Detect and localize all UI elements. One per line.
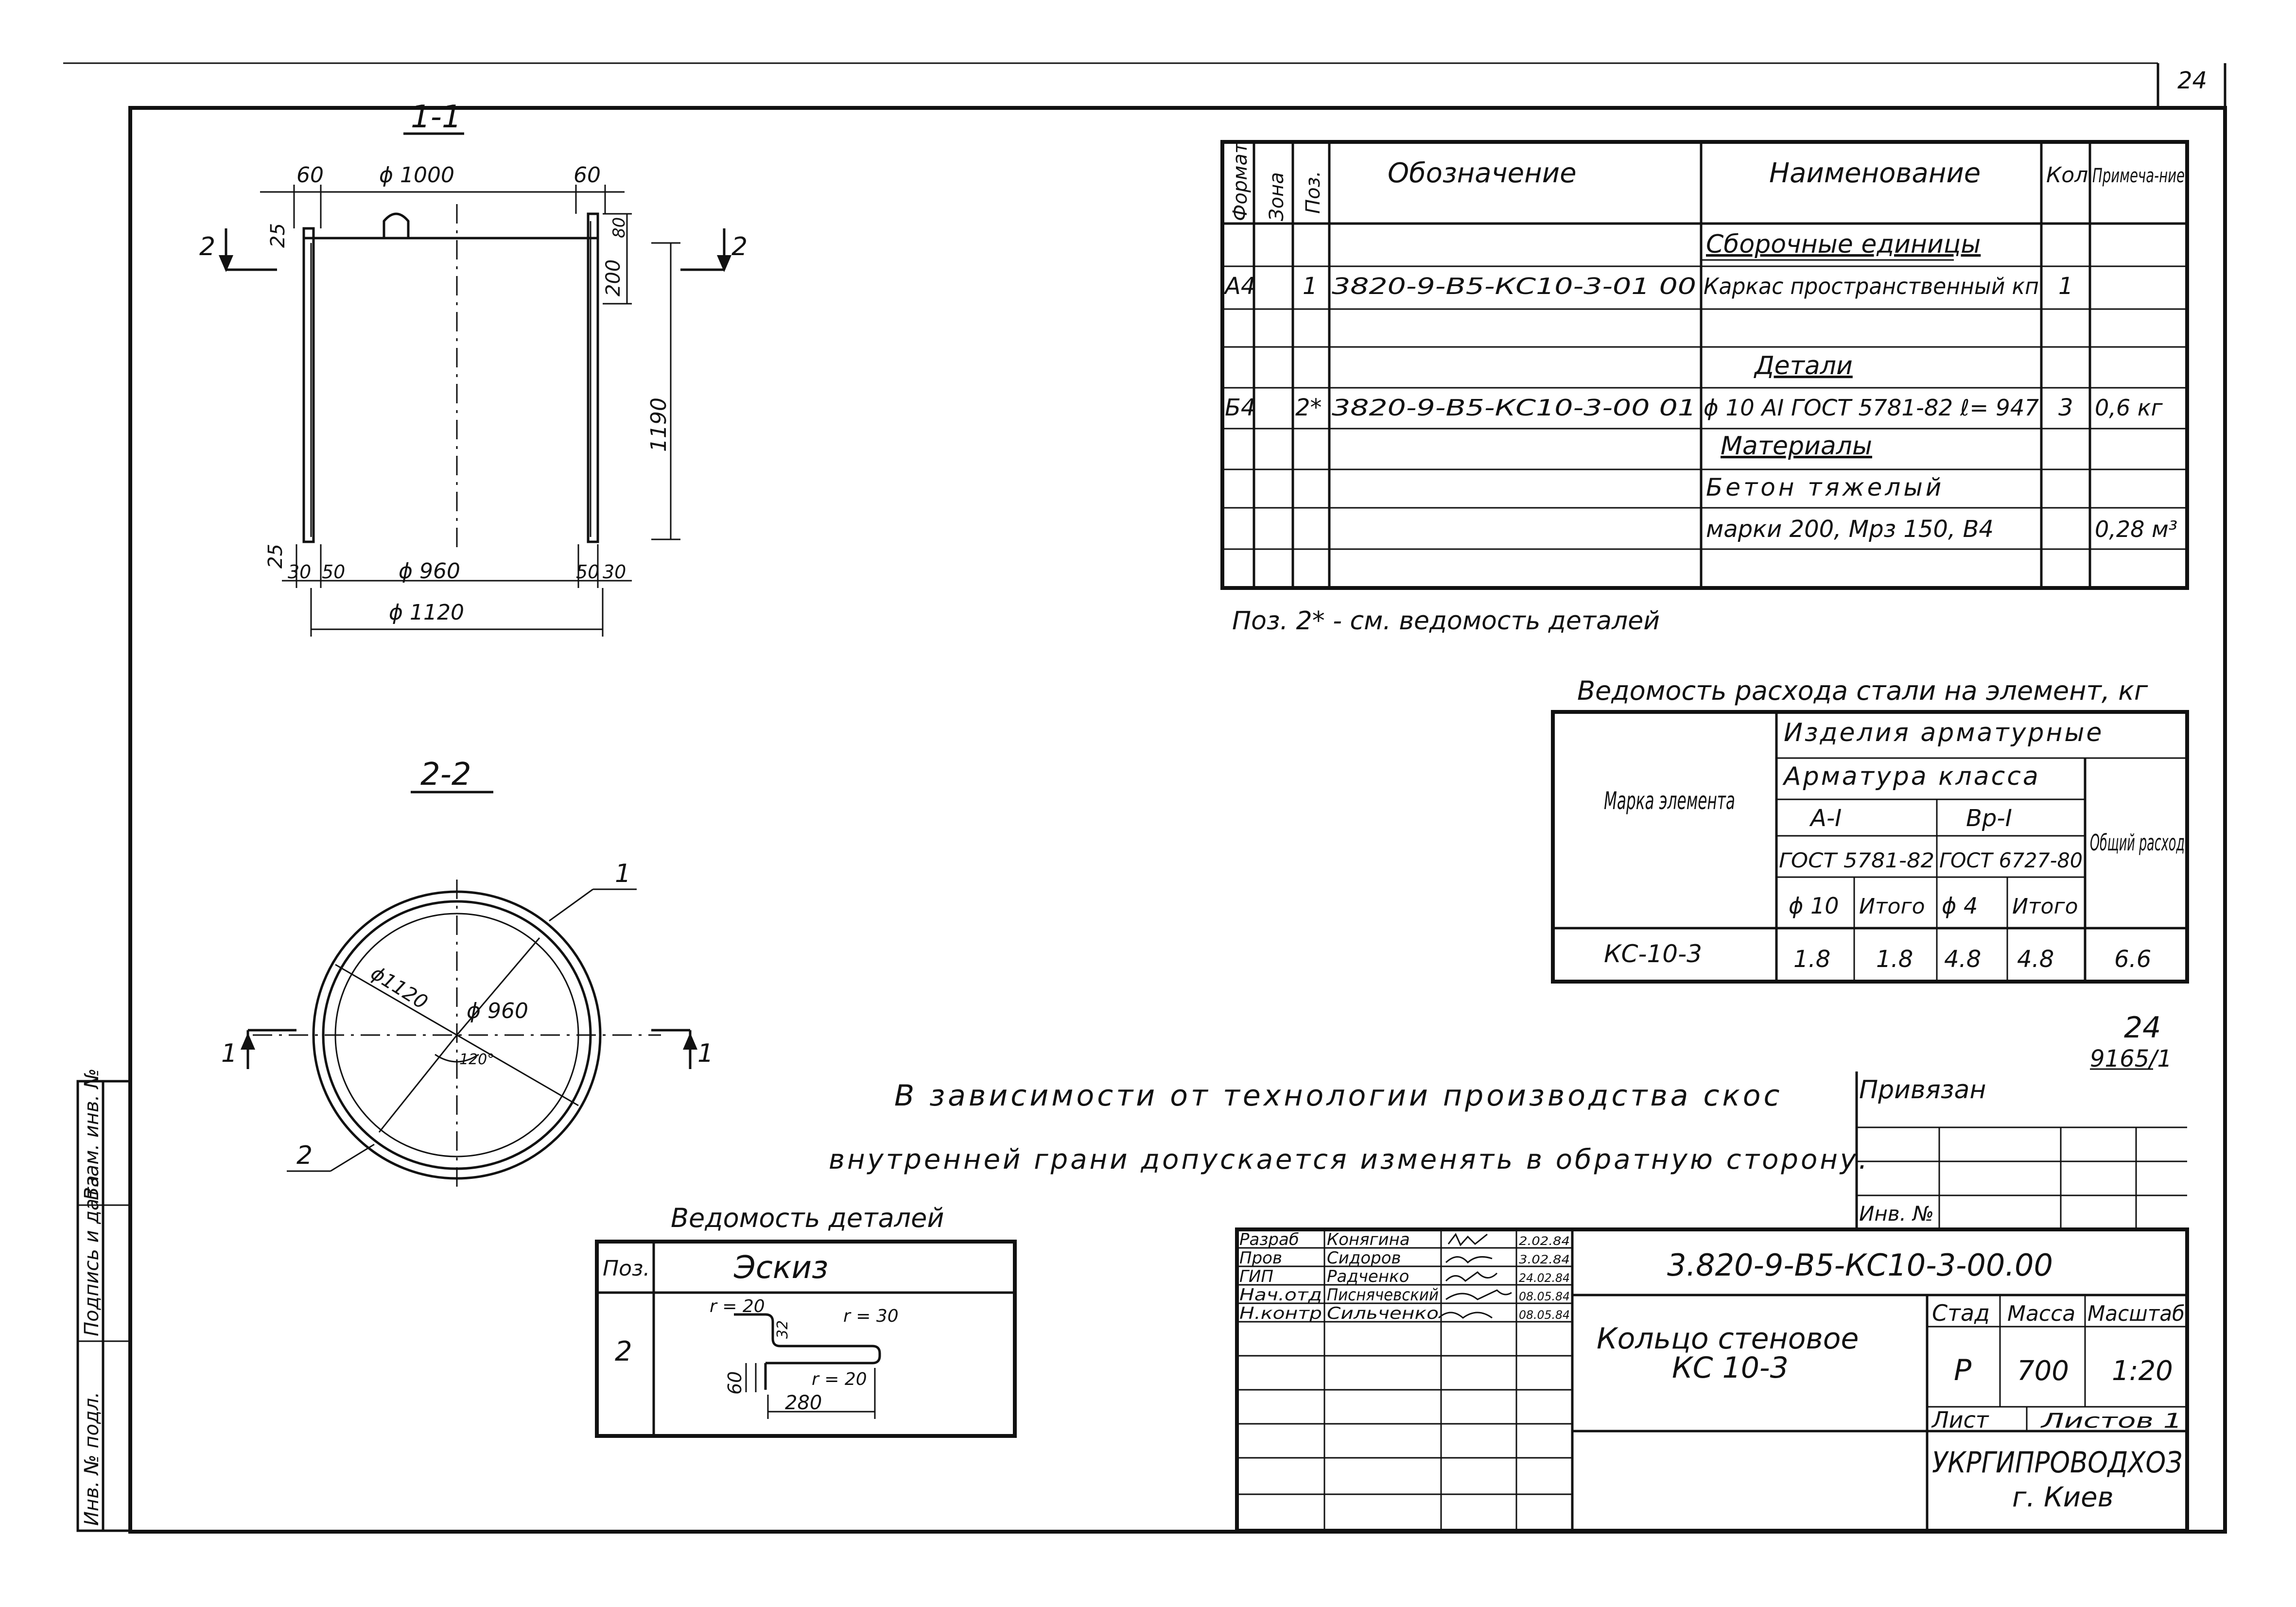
tb-name-2: Радченко xyxy=(1327,1267,1409,1286)
steel-row-t2: 4.8 xyxy=(2017,946,2054,973)
steel-h-overall: Общий расход xyxy=(2090,829,2185,856)
steel-h-total1: Итого xyxy=(1859,894,1925,919)
details-r1: r = 20 xyxy=(710,1296,765,1316)
steel-h-a1: А-I xyxy=(1810,805,1842,832)
dim-80: 80 xyxy=(609,217,629,238)
details-d32: 32 xyxy=(774,1320,791,1339)
spec-h-pos: Поз. xyxy=(1302,171,1324,214)
tb-name-4: Сильченко xyxy=(1327,1304,1439,1323)
steel-table xyxy=(1553,712,2187,982)
spec-r4-format: Б4 xyxy=(1225,394,1256,421)
binding-block xyxy=(1857,1071,2187,1229)
steel-row-t1: 1.8 xyxy=(1876,946,1913,973)
dim-1190: 1190 xyxy=(646,397,671,452)
tb-name-0: Конягина xyxy=(1327,1230,1410,1249)
tb-name-3: Писнячевский xyxy=(1327,1285,1439,1305)
spec-r1-name: Каркас пространственный кп xyxy=(1704,273,2039,299)
tb-item-name-1: Кольцо стеновое xyxy=(1597,1322,1859,1356)
steel-table-title: Ведомость расхода стали на элемент, кг xyxy=(1577,675,2148,706)
steel-row-mark: КС-10-3 xyxy=(1604,940,1702,968)
spec-r4-note: 0,6 кг xyxy=(2095,395,2163,421)
details-table-title: Ведомость деталей xyxy=(671,1203,944,1233)
page-number: 24 xyxy=(2177,67,2208,94)
steel-row-d10: 1.8 xyxy=(1793,946,1831,973)
tb-sheets-label: Листов 1 xyxy=(2040,1409,2182,1433)
tb-date-4: 08.05.84 xyxy=(1519,1308,1570,1322)
steel-h-d10: ϕ 10 xyxy=(1789,893,1839,919)
tb-mass: 700 xyxy=(2017,1355,2069,1387)
spec-h-format: Формат xyxy=(1229,142,1252,221)
left-strip xyxy=(78,1068,130,1531)
spec-r4-pos: 2* xyxy=(1295,394,1322,421)
dim-1120: ϕ 1120 xyxy=(389,600,464,625)
spec-r7-name: марки 200, Мрз 150, В4 xyxy=(1706,516,1994,543)
series-code: 9165/1 xyxy=(2090,1045,2172,1072)
tb-stage: Р xyxy=(1954,1353,1972,1387)
steel-h-gost1: ГОСТ 5781-82 xyxy=(1779,848,1934,872)
steel-h-total2: Итого xyxy=(2012,894,2078,919)
specification-table xyxy=(1222,141,2187,588)
details-d60: 60 xyxy=(724,1371,746,1395)
dim-960: ϕ 960 xyxy=(399,559,460,584)
steel-h-d4: ϕ 4 xyxy=(1942,893,1978,919)
details-pos: 2 xyxy=(615,1336,632,1367)
spec-h-designation: Обозначение xyxy=(1388,157,1577,189)
spec-r4-qty: 3 xyxy=(2058,394,2073,421)
tb-scale: 1:20 xyxy=(2112,1355,2173,1387)
spec-r5-name: Материалы xyxy=(1721,432,1872,461)
steel-h-mark: Марка элемента xyxy=(1604,787,1735,815)
cut-mark-2-right: 2 xyxy=(731,232,748,261)
dim-25-top: 25 xyxy=(267,223,289,248)
steel-h-vp1: Вр-I xyxy=(1966,805,2012,832)
section-1-1 xyxy=(199,99,748,637)
section-2-2 xyxy=(221,757,713,1191)
cut-mark-2-left: 2 xyxy=(199,232,216,261)
tb-date-1: 3.02.84 xyxy=(1519,1253,1570,1266)
details-h-pos: Поз. xyxy=(603,1256,650,1281)
steel-h-gost2: ГОСТ 6727-80 xyxy=(1939,848,2083,872)
tb-item-name-2: КС 10-3 xyxy=(1672,1351,1789,1385)
spec-r1-designation: 3820-9-В5-КС10-3-01 00 xyxy=(1332,273,1696,299)
spec-r6-name: Бетон тяжелый xyxy=(1706,473,1945,501)
tb-date-2: 24.02.84 xyxy=(1519,1271,1570,1285)
spec-r1-format: А4 xyxy=(1225,273,1256,300)
angle-120: 120° xyxy=(459,1051,495,1068)
strip-inv-podl: Инв. № подл. xyxy=(81,1392,103,1526)
note-line-1: В зависимости от технологии производства скос xyxy=(894,1079,1783,1113)
dim-50-left: 50 xyxy=(322,561,346,583)
spec-r7-note: 0,28 м³ xyxy=(2095,516,2178,542)
spec-r4-name: ϕ 10 АI ГОСТ 5781-82 ℓ= 947 xyxy=(1704,395,2039,421)
signatures xyxy=(1439,1234,1512,1318)
dim-50-right: 50 xyxy=(576,561,600,583)
binding-label: Привязан xyxy=(1859,1075,1986,1105)
tb-h-mass: Масса xyxy=(2007,1301,2076,1326)
tb-role-0: Разраб xyxy=(1239,1230,1299,1249)
note-line-2: внутренней грани допускается изменять в обратную сторону. xyxy=(829,1144,1870,1175)
dim-outer-1120: ϕ1120 xyxy=(366,962,432,1014)
cut-mark-1-right: 1 xyxy=(697,1039,714,1068)
steel-h-products: Изделия арматурные xyxy=(1784,718,2104,747)
tb-h-stage: Стад xyxy=(1932,1300,1990,1326)
tb-city: г. Киев xyxy=(2012,1482,2114,1513)
spec-footnote: Поз. 2* - см. ведомость деталей xyxy=(1232,606,1660,636)
spec-r3-name: Детали xyxy=(1755,351,1853,380)
spec-h-qty: Кол xyxy=(2046,163,2088,188)
section-2-2-title: 2-2 xyxy=(420,757,471,793)
steel-row-d4: 4.8 xyxy=(1944,946,1982,973)
cut-mark-1-left: 1 xyxy=(221,1039,238,1068)
tb-org: УКРГИПРОВОДХОЗ xyxy=(1932,1446,2182,1480)
tb-doc-code: 3.820-9-В5-КС10-3-00.00 xyxy=(1667,1247,2053,1283)
dim-1000: ϕ 1000 xyxy=(379,163,454,188)
spec-r1-pos: 1 xyxy=(1303,273,1318,300)
dim-30-right: 30 xyxy=(603,561,626,583)
tb-role-3: Нач.отд xyxy=(1239,1285,1322,1305)
dim-25-bottom: 25 xyxy=(264,544,287,569)
tb-date-3: 08.05.84 xyxy=(1519,1290,1570,1303)
callout-1: 1 xyxy=(615,859,631,888)
spec-h-name: Наименование xyxy=(1769,157,1981,189)
details-r2: r = 30 xyxy=(843,1306,899,1326)
details-r3: r = 20 xyxy=(812,1369,867,1389)
details-d280: 280 xyxy=(785,1392,822,1414)
spec-h-note: Примеча-ние xyxy=(2092,165,2185,187)
tb-sheet-label: Лист xyxy=(1932,1407,1989,1433)
callout-2: 2 xyxy=(296,1141,313,1170)
dim-30-left: 30 xyxy=(288,561,312,583)
strip-vzam-inv: Взам. инв. № xyxy=(81,1068,103,1200)
spec-h-zone: Зона xyxy=(1266,172,1288,221)
title-block xyxy=(1237,1229,2187,1531)
dim-inner-960: ϕ 960 xyxy=(467,999,528,1023)
tb-role-1: Пров xyxy=(1239,1248,1282,1268)
tb-date-0: 2.02.84 xyxy=(1519,1234,1570,1248)
tb-name-1: Сидоров xyxy=(1327,1248,1401,1268)
tb-role-2: ГИП xyxy=(1239,1267,1273,1286)
spec-r1-qty: 1 xyxy=(2058,273,2073,300)
tb-h-scale: Масштаб xyxy=(2087,1301,2185,1326)
details-h-sketch: Эскиз xyxy=(734,1250,829,1286)
tb-role-4: Н.контр xyxy=(1239,1304,1322,1323)
spec-r0-name: Сборочные единицы xyxy=(1706,230,1981,259)
steel-h-class: Арматура класса xyxy=(1784,762,2040,791)
sheet-mark: 24 xyxy=(2124,1011,2161,1045)
details-table xyxy=(597,1242,1015,1436)
dim-200: 200 xyxy=(602,259,625,296)
steel-row-overall: 6.6 xyxy=(2114,946,2152,973)
section-1-1-title: 1-1 xyxy=(411,99,462,135)
spec-r4-designation: 3820-9-В5-КС10-3-00 01 xyxy=(1332,395,1696,421)
dim-60-right: 60 xyxy=(574,163,601,188)
strip-sign-date: Подпись и дата xyxy=(81,1175,103,1336)
binding-inv-label: Инв. № xyxy=(1859,1202,1934,1226)
dim-60-left: 60 xyxy=(296,163,324,188)
